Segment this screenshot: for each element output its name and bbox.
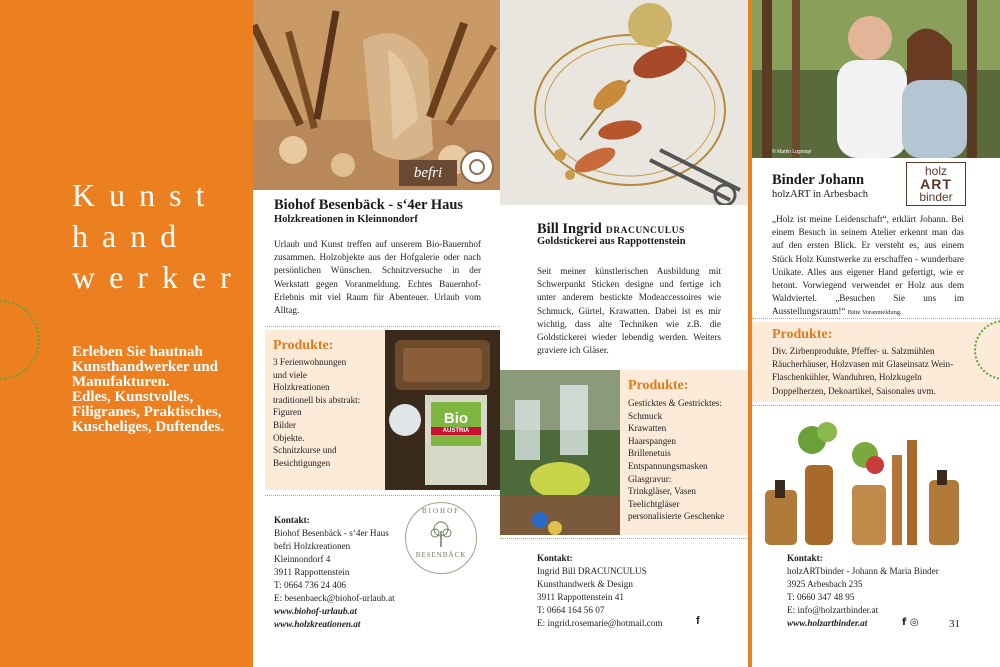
contact-label: Kontakt:: [274, 515, 310, 525]
binder-description-text: „Holz ist meine Leidenschaft“, erklärt Johann. Bei einem Besuch in seinem Atelier erkennt man das auf den ersten Blick. Er versteht es, aus einem Stück Holz Kunstwerke zu erschaffen - wunderbare Unikate. Alles aus eigener Hand gefertigt, wie er betont. Vorwiegend verwendet er Holz aus dem Waldviertel. „Besuchen Sie uns im Ausstellungsraum!“: [772, 214, 964, 317]
ingrid-contact: [537, 565, 663, 630]
biohof-seal-logo: [405, 502, 477, 574]
binder-column: [752, 0, 1000, 667]
befri-logo: befri: [399, 160, 457, 186]
contact-line: Kleinnondorf 4: [274, 554, 331, 564]
bio-austria-badge: [431, 410, 481, 435]
bio-badge-sub: AUSTRIA: [431, 427, 481, 435]
title-line-1: Kunst: [72, 177, 219, 213]
biohof-subtitle: Holzkreationen in Kleinnondorf: [274, 214, 418, 225]
email-link[interactable]: E: ingrid.rosemarie@hotmail.com: [537, 618, 663, 628]
ingrid-description: Seit meiner künstlerischen Ausbildung mit Schwerpunkt Sticken designe und fertige ich unter anderem bestickte Modeaccessoires wie Schmuck, Gürtel, Krawatten. Dabei ist es mir wichtig, dass alte Techniken wie z.B. die Goldstickerei wieder lebendig werden. Weiters graviere ich Gläser.: [537, 266, 721, 356]
logo-line: binder: [919, 190, 953, 204]
product-item: Schnitzkurse und: [273, 445, 337, 456]
website-link[interactable]: www.holzkreationen.at: [274, 619, 361, 629]
engraved-glasses-photo: [500, 370, 620, 535]
divider: [500, 538, 748, 539]
product-item: Glasgravur:: [628, 473, 672, 484]
lead-text: [72, 345, 257, 435]
product-item: Trinkgläser, Vasen: [628, 486, 697, 497]
lead-line: Manufakturen.: [72, 374, 170, 390]
bio-badge-text: Bio: [443, 410, 469, 427]
title-line-2: hand: [72, 218, 191, 254]
contact-line: 3911 Rappottenstein 41: [537, 592, 624, 602]
contact-line: 3911 Rappottenstein: [274, 567, 350, 577]
seal-bottom-text: BESENBÄCK: [415, 551, 467, 559]
bio-sign-photo: [385, 330, 500, 490]
product-item: Schmuck: [628, 410, 663, 421]
ingrid-products-box: [620, 370, 748, 535]
product-item: Figuren: [273, 407, 302, 418]
products-heading: Produkte:: [273, 338, 334, 353]
product-item: Holzkreationen: [273, 382, 330, 393]
holzart-binder-logo: [906, 162, 966, 206]
biohof-description: Urlaub und Kunst treffen auf unserem Bio-Bauernhof zusammen. Holzobjekte aus der Hofgalerie oder nach persönlichen Wünschen. Schnitzversuche in der Werkstatt gegen Voranmeldung. Echtes Bauernhof-Erlebnis mit viel Raum für Abenteuer. Urlaub vom Alltag.: [274, 239, 481, 316]
contact-label: Kontakt:: [787, 553, 823, 563]
contact-label: Kontakt:: [537, 553, 573, 563]
product-item: Entspannungsmasken: [628, 460, 708, 471]
contact-line: befri Holzkreationen: [274, 541, 351, 551]
contact-line: Ingrid Bill DRACUNCULUS: [537, 566, 647, 576]
ingrid-column: [500, 0, 748, 667]
facebook-icon[interactable]: f: [696, 615, 700, 627]
page-title: [72, 175, 245, 298]
ingrid-name: Bill Ingrid: [537, 221, 602, 237]
product-item: Gesticktes & Gestricktes:: [628, 398, 722, 408]
product-item: personalisierte Geschenke: [628, 511, 725, 522]
products-heading: Produkte:: [628, 378, 689, 393]
divider: [265, 495, 500, 496]
product-item: 3 Ferienwohnungen: [273, 357, 347, 367]
photo-credit: © Martin Lugmayr: [772, 149, 812, 155]
lead-line: Filigranes, Praktisches,: [72, 404, 222, 420]
logo-line: ART: [920, 176, 952, 192]
lead-line: Erleben Sie hautnah: [72, 344, 203, 360]
binder-description-note: Bitte Voranmeldung.: [847, 309, 902, 317]
product-item: Teelichtgläser: [628, 498, 680, 509]
spiral-logo-icon: [460, 150, 494, 184]
binder-subtitle: holzART in Arbesbach: [772, 189, 868, 200]
email-link[interactable]: E: info@holzartbinder.at: [787, 605, 879, 615]
lead-line: Kunsthandwerker und: [72, 359, 219, 375]
phone: T: 0664 736 24 406: [274, 580, 347, 590]
phone: T: 0660 347 48 95: [787, 592, 855, 602]
ingrid-products-list: [628, 397, 724, 523]
contact-line: Kunsthandwerk & Design: [537, 579, 633, 589]
divider: [752, 318, 1000, 319]
product-item: und viele: [273, 369, 307, 380]
cover-panel: [0, 0, 253, 667]
gold-embroidery-photo: [500, 0, 748, 205]
biohof-contact: [274, 527, 395, 631]
email-link[interactable]: E: besenbaeck@biohof-urlaub.at: [274, 593, 395, 603]
binder-couple-photo: [752, 0, 1000, 158]
contact-line: holzARTbinder - Johann & Maria Binder: [787, 566, 939, 576]
contact-line: 3925 Arbesbach 235: [787, 579, 863, 589]
product-item: Krawatten: [628, 423, 667, 434]
social-icons[interactable]: f ◎: [902, 617, 919, 628]
biohof-products-list: [273, 356, 360, 469]
seal-top-text: BIOHOF: [421, 507, 461, 515]
biohof-products-box: [265, 330, 385, 490]
product-item: Bilder: [273, 419, 296, 430]
products-heading: Produkte:: [772, 327, 833, 342]
product-item: Haarspangen: [628, 435, 676, 446]
wood-vases-photo: [757, 410, 962, 548]
binder-products-text: Div. Zirbenprodukte, Pfeffer- u. Salzmühlen Räucherhäuser, Holzvasen mit Glaseinsatz Wein-Flaschenkühler, Wanduhren, Holzkugeln Doppelherzen, Dekoartikel, Saisonales uvm.: [772, 346, 954, 396]
biohof-name: Biohof Besenbäck - s‘4er Haus: [274, 197, 464, 213]
binder-description: [772, 213, 964, 320]
divider: [265, 326, 500, 327]
dotted-circle-decoration: [0, 300, 40, 380]
product-item: traditionell bis abstrakt:: [273, 394, 361, 405]
title-line-3: werker: [72, 259, 245, 295]
website-link[interactable]: www.holzartbinder.at: [787, 618, 868, 628]
binder-name: Binder Johann: [772, 172, 865, 188]
lead-line: Edles, Kunstvolles,: [72, 389, 194, 405]
website-link[interactable]: www.biohof-urlaub.at: [274, 606, 357, 616]
binder-products-box: [752, 322, 1000, 402]
product-item: Brillenetuis: [628, 448, 671, 459]
logo-line: holz: [924, 164, 947, 178]
product-item: Besichtigungen: [273, 457, 331, 468]
contact-line: Biohof Besenbäck - s‘4er Haus: [274, 528, 389, 538]
page-number: 31: [949, 618, 960, 630]
ingrid-brand: DRACUNCULUS: [605, 226, 685, 236]
phone: T: 0664 164 56 07: [537, 605, 605, 615]
product-item: Objekte.: [273, 432, 305, 443]
divider: [752, 405, 1000, 406]
lead-line: Kuscheliges, Duftendes.: [72, 419, 225, 435]
biohof-column: [253, 0, 500, 667]
ingrid-subtitle: Goldstickerei aus Rappottenstein: [537, 236, 686, 247]
tree-icon: [426, 519, 456, 549]
